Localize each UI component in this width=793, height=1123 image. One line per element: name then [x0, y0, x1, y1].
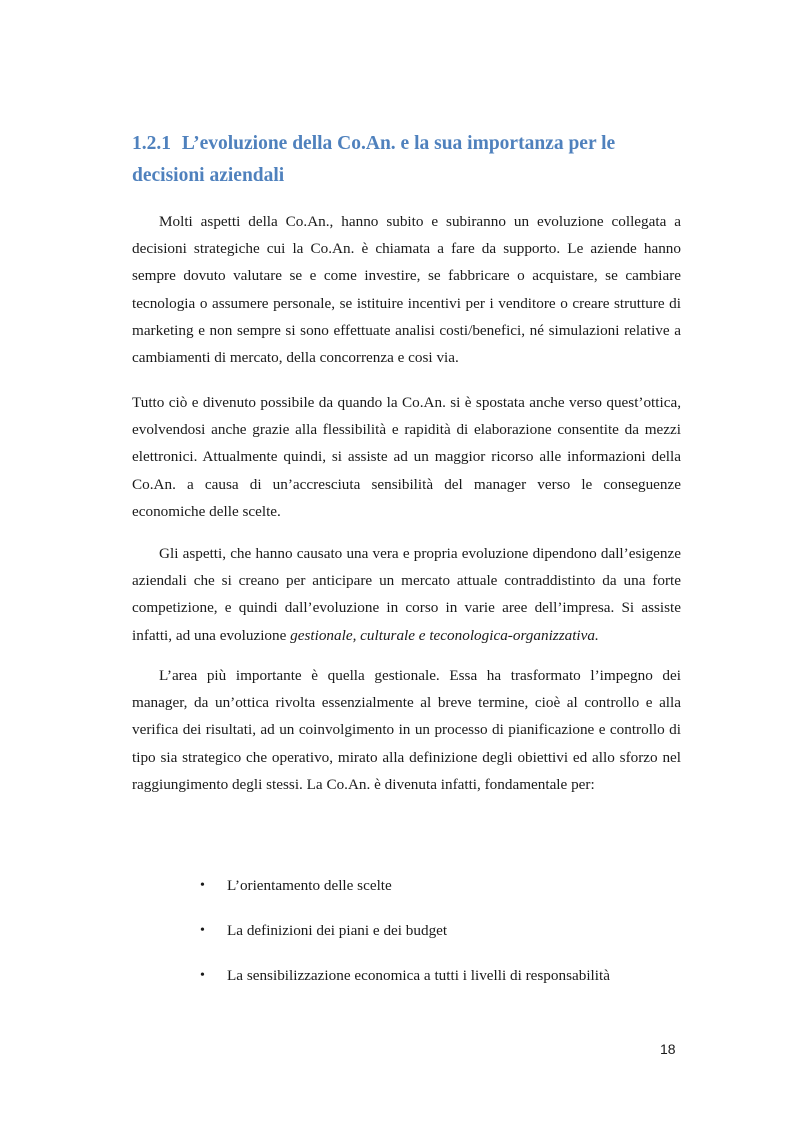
list-item-text: La sensibilizzazione economica a tutti i livelli di responsabilità	[227, 967, 610, 984]
section-number: 1.2.1	[132, 133, 171, 154]
bullet-icon: •	[200, 923, 205, 938]
list-item	[200, 875, 670, 920]
list-item-text: La definizioni dei piani e dei budget	[227, 922, 448, 939]
list-item	[200, 920, 670, 965]
list-item	[200, 965, 670, 1010]
bullet-icon: •	[200, 878, 205, 893]
paragraph-3-text: Gli aspetti, che hanno causato una vera e propria evoluzione dipendono dall’esigenze aziendali che si creano per anticipare un mercato attuale contraddistinto da una forte competizione, e quindi dall’evoluzione in corso in varie aree dell’impresa. Si assiste infatti, ad una evoluzione	[132, 545, 681, 644]
paragraph-1: Molti aspetti della Co.An., hanno subito e subiranno un evoluzione collegata a decisioni strategiche cui la Co.An. è chiamata a fare da supporto. Le aziende hanno sempre dovuto valutare se e come investire, se fabbricare o acquistare, se cambiare tecnologia o assumere personale, se istituire incentivi per i venditore o creare strutture di marketing e non sempre si sono effettuate analisi costi/benefici, né simulazioni relative a cambiamenti di mercato, della concorrenza e cosi via.	[132, 213, 681, 367]
paragraph-2: Tutto ciò e divenuto possibile da quando la Co.An. si è spostata anche verso quest’ottica, evolvendosi anche grazie alla flessibilità e rapidità di elaborazione consentite da mezzi elettronici. Attualmente quindi, si assiste ad un maggior ricorso alle informazioni della Co.An. a causa di un’accresciuta sensibilità del manager verso le conseguenze economiche delle scelte.	[132, 394, 681, 520]
paragraph-3-italic: gestionale, culturale e teconologica-organizzativa.	[290, 626, 599, 644]
bullet-icon: •	[200, 968, 205, 983]
section-heading	[132, 128, 682, 192]
bullet-list	[200, 875, 670, 1010]
paragraph-3	[132, 540, 681, 649]
section-title: L’evoluzione della Co.An. e la sua importanza per le decisioni aziendali	[132, 133, 616, 186]
paragraph-4: L’area più importante è quella gestionale. Essa ha trasformato l’impegno dei manager, da un’ottica rivolta essenzialmente al breve termine, cioè al controllo e alla verifica dei risultati, ad un coinvolgimento in un processo di pianificazione e controllo di tipo sia strategico che operativo, mirato alla definizione degli obiettivi ed allo sforzo nel raggiungimento degli stessi. La Co.An. è divenuta infatti, fondamentale per:	[132, 667, 681, 793]
list-item-text: L’orientamento delle scelte	[227, 877, 392, 894]
page-number: 18	[660, 1041, 676, 1057]
